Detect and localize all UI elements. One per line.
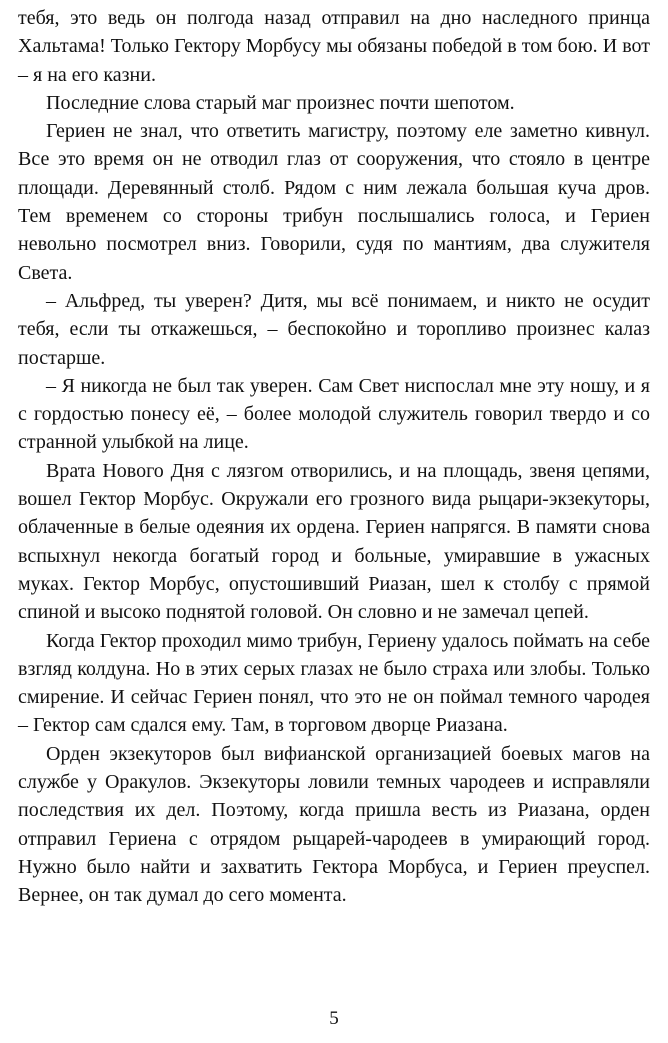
paragraph-dialogue: – Я никогда не был так уверен. Сам Свет ниспослал мне эту ношу, и я с гордостью понесу её, – более молодой служитель говорил твердо и со странной улыбкой на лице. xyxy=(18,374,650,454)
page-body xyxy=(18,4,650,910)
paragraph: Когда Гектор проходил мимо трибун, Гериену удалось поймать на себе взгляд колдуна. Но в этих серых глазах не было страха или злобы. Только смирение. И сейчас Гериен понял, что это не он поймал темного чародея – Гектор сам сдался ему. Там, в торговом дворце Риазана. xyxy=(18,629,650,737)
paragraph: Последние слова старый маг произнес почти шепотом. xyxy=(46,91,515,114)
paragraph-dialogue: – Альфред, ты уверен? Дитя, мы всё понимаем, и никто не осудит тебя, если ты откажешься, – беспокойно и торопливо произнес калаз постарше. xyxy=(18,289,650,369)
paragraph: Орден экзекуторов был вифианской организацией боевых магов на службе у Оракулов. Экзекуторы ловили темных чародеев и исправляли последствия их дел. Поэтому, когда пришла весть из Риазана, орден отправил Гериена с отрядом рыцарей-чародеев в умирающий город. Нужно было найти и захватить Гектора Морбуса, и Гериен преуспел. Вернее, он так думал до сего момента. xyxy=(18,742,650,907)
page-number: 5 xyxy=(329,1008,339,1029)
paragraph: Врата Нового Дня с лязгом отворились, и на площадь, звеня цепями, вошел Гектор Морбус. Окружали его грозного вида рыцари-экзекуторы, облаченные в белые одеяния их ордена. Гериен напрягся. В памяти снова вспыхнул некогда богатый город и больные, умиравшие в ужасных муках. Гектор Морбус, опустошивший Риазан, шел к столбу с прямой спиной и высоко поднятой головой. Он словно и не замечал цепей. xyxy=(18,459,650,624)
paragraph-continued: тебя, это ведь он полгода назад отправил на дно наследного принца Хальтама! Только Гектору Морбусу мы обязаны победой в том бою. И вот – я на его казни. xyxy=(18,7,650,86)
paragraph: Гериен не знал, что ответить магистру, поэтому еле заметно кивнул. Все это время он не отводил глаз от сооружения, что стояло в центре площади. Деревянный столб. Рядом с ним лежала большая куча дров. Тем временем со стороны трибун послышались голоса, и Гериен невольно посмотрел вниз. Говорили, судя по мантиям, два служителя Света. xyxy=(18,120,650,284)
